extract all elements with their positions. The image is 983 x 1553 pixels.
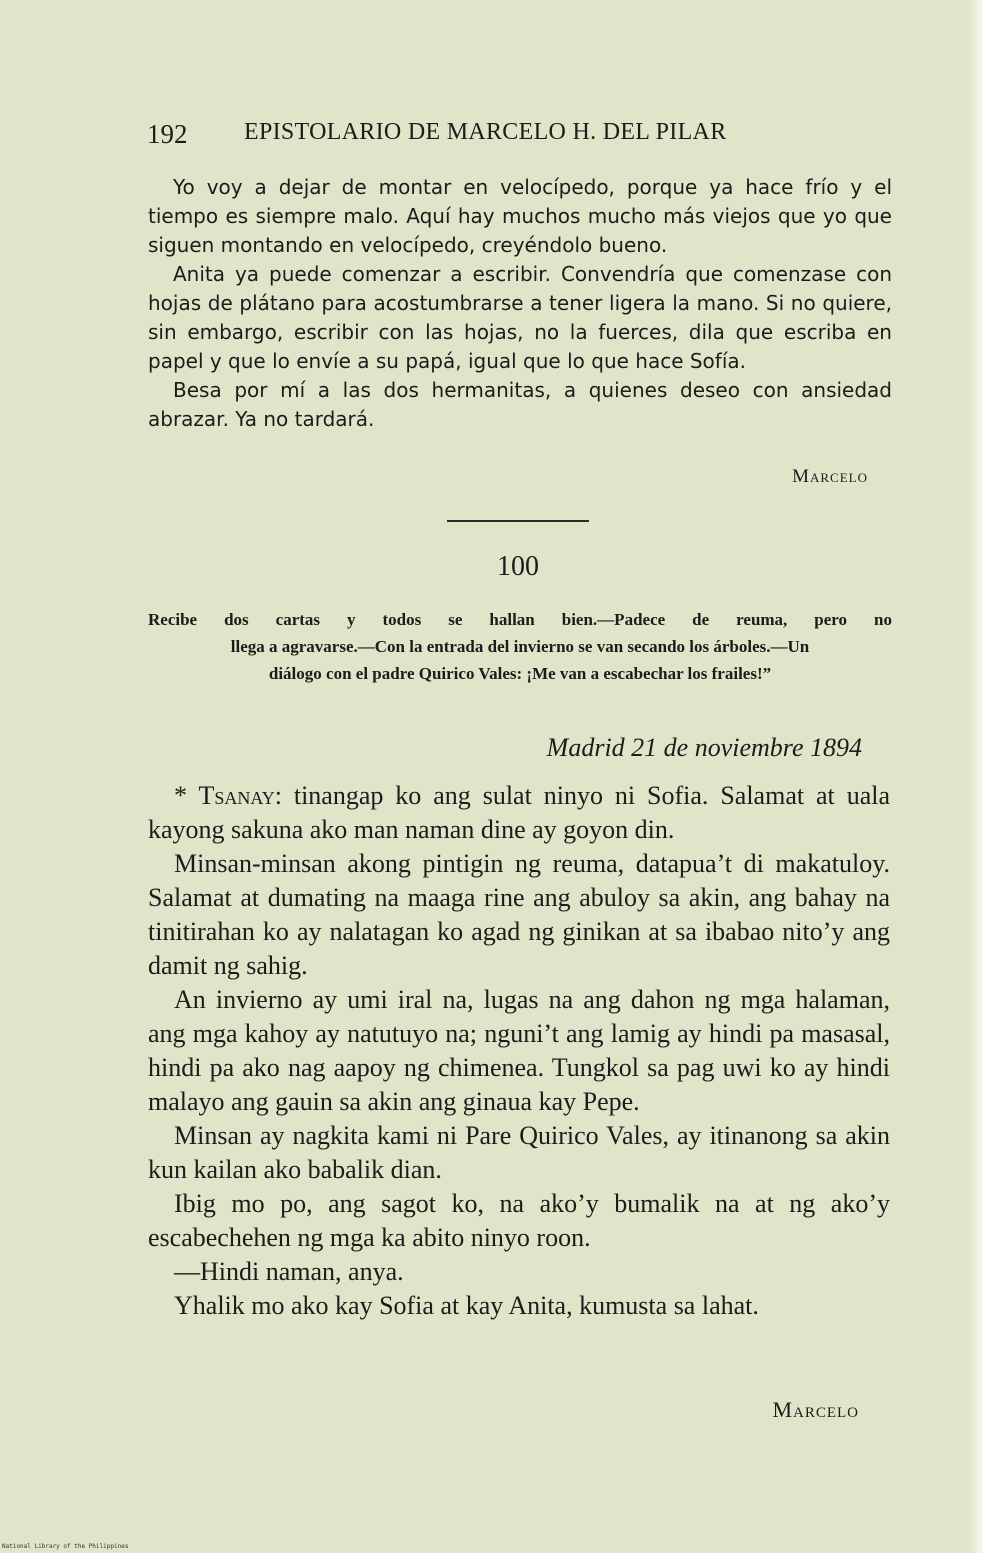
tagalog-letter-body <box>148 779 890 1323</box>
summary-rest: llega a agravarse.—Con la entrada del invierno se van secando los árboles.—Un diálogo con el padre Quirico Vales: ¡Me van a escabechar los frailes!” <box>230 637 810 683</box>
spanish-paragraph: Yo voy a dejar de montar en velocípedo, porque ya hace frío y el tiempo es siempre malo. Aquí hay muchos mucho más viejos que yo que siguen montando en velocípedo, creyéndolo bueno. <box>148 175 892 257</box>
page-edge-shadow <box>969 0 983 1553</box>
signature-spanish: Marcelo <box>792 466 868 487</box>
page-number: 192 <box>147 119 188 149</box>
tagalog-paragraph: Minsan ay nagkita kami ni Pare Quirico Vales, ay itinanong sa akin kun kailan ako babalik dian. <box>148 1121 890 1184</box>
tagalog-paragraph: Yhalik mo ako kay Sofia at kay Anita, kumusta sa lahat. <box>174 1291 759 1320</box>
library-credit: National Library of the Philippines <box>2 1543 129 1550</box>
spanish-letter-body <box>148 173 892 434</box>
section-divider <box>447 520 589 522</box>
opening-paragraph <box>148 779 890 847</box>
spanish-paragraph: Anita ya puede comenzar a escribir. Convendría que comenzase con hojas de plátano para acostumbrarse a tener ligera la mano. Si no quiere, sin embargo, escribir con las hojas, no la fuerces, dila que escriba en papel y que lo envíe a su papá, igual que lo que hace Sofía. <box>148 262 892 373</box>
tagalog-paragraph: —Hindi naman, anya. <box>174 1257 404 1286</box>
summary-line-1: Recibe dos cartas y todos se hallan bien.—Padece de reuma, pero no <box>148 610 892 629</box>
letter-date: Madrid 21 de noviembre 1894 <box>546 733 862 762</box>
tagalog-paragraph: Minsan-minsan akong pintigin ng reuma, datapua’t di makatuloy. Salamat at dumating na maaga rine ang abuloy sa akin, ang bahay na tinitirahan ko ay nalatagan ko agad ng ginikan at sa ibabao nito’y ang damit ng sahig. <box>148 849 890 980</box>
spanish-paragraph: Besa por mí a las dos hermanitas, a quienes deseo con ansiedad abrazar. Ya no tardará. <box>148 378 892 431</box>
tagalog-paragraph: Ibig mo po, ang sagot ko, na ako’y bumalik na at ng ako’y escabechehen ng mga ka abito ninyo roon. <box>148 1189 890 1252</box>
salutation: * Tsanay: <box>174 781 282 810</box>
paragraph-text: tinangap ko ang sulat ninyo ni Sofia. Salamat at uala kayong sakuna ako man naman dine ay goyon din. <box>148 781 891 844</box>
running-title: EPISTOLARIO DE MARCELO H. DEL PILAR <box>244 119 727 145</box>
letter-number: 100 <box>497 551 539 582</box>
letter-summary <box>148 606 892 687</box>
tagalog-paragraph: An invierno ay umi iral na, lugas na ang dahon ng mga halaman, ang mga kahoy ay natutuyo na; nguni’t ang lamig ay hindi pa masasal, hindi pa ako nag aapoy ng chimenea. Tungkol sa pag uwi ko ay hindi malayo ang gauin sa akin ang ginaua kay Pepe. <box>148 985 890 1116</box>
signature-tagalog: Marcelo <box>772 1397 859 1422</box>
